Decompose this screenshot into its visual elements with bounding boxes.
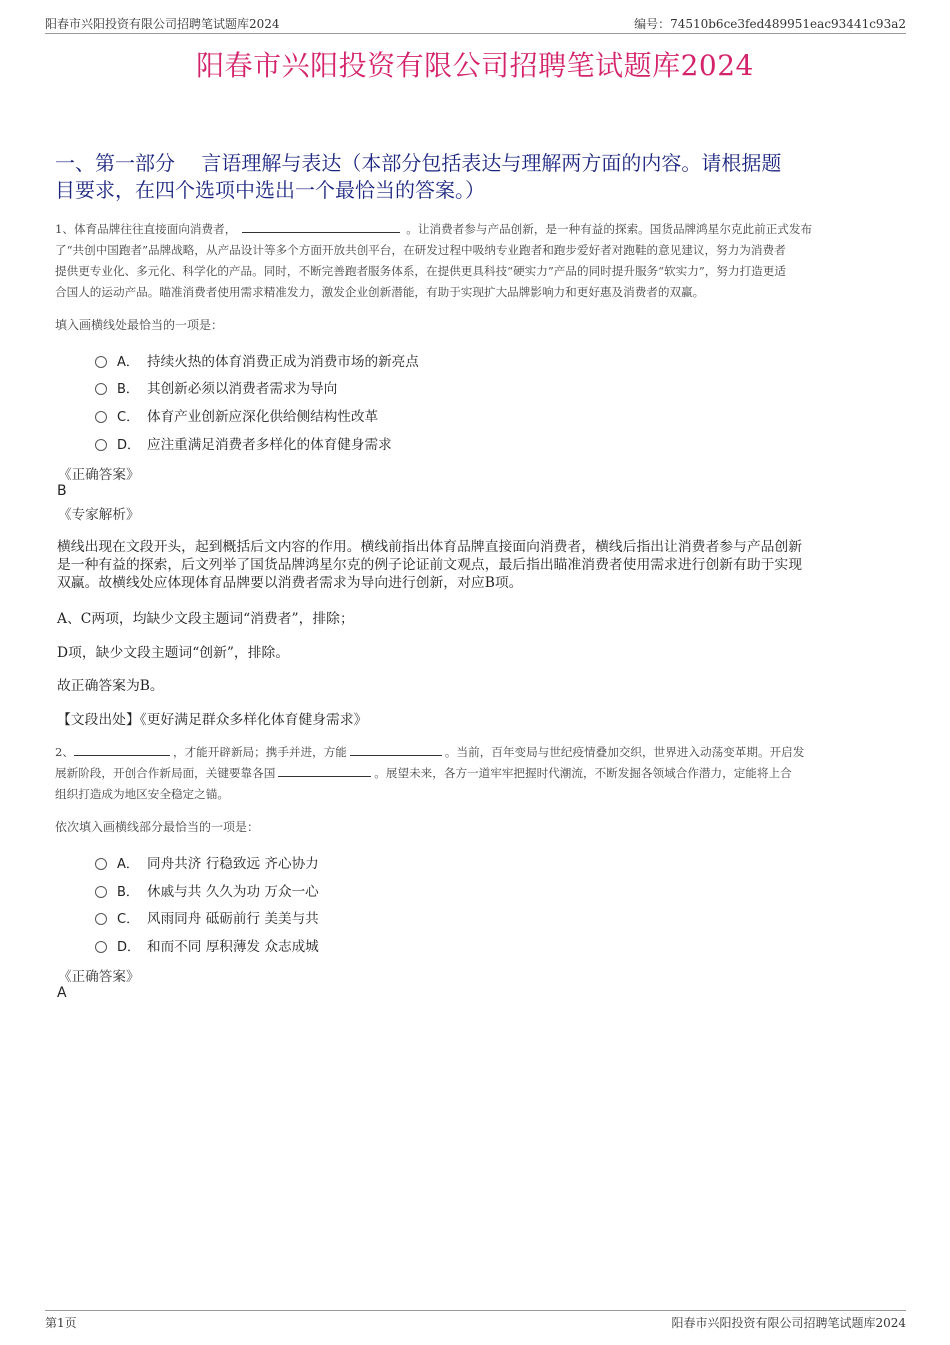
answer-blank xyxy=(74,743,170,756)
answer-blank xyxy=(350,743,442,756)
analysis-note-ac: A、C两项，均缺少文段主题词“消费者”，排除； xyxy=(57,611,354,627)
question-2-line2-b: 。展望未来，各方一道牢牢把握时代潮流，不断发掘各领域合作潜力，定能将上合 xyxy=(374,766,792,780)
option-letter: B． xyxy=(117,884,139,900)
question-1-answer: B xyxy=(57,483,67,499)
header-left-title: 阳春市兴阳投资有限公司招聘笔试题库2024 xyxy=(45,17,280,31)
option-text: 休戚与共 久久为功 万众一心 xyxy=(147,884,319,900)
analysis-source: 【文段出处】《更好满足群众多样化体育健身需求》 xyxy=(57,712,368,728)
section-title xyxy=(55,150,895,204)
option-text: 和而不同 厚积薄发 众志成城 xyxy=(147,939,319,955)
radio-icon[interactable] xyxy=(95,913,107,925)
question-2-seg1: ，才能开辟新局；携手并进，方能 xyxy=(172,745,347,759)
question-1-prompt: 填入画横线处最恰当的一项是： xyxy=(55,318,224,332)
option-text: 同舟共济 行稳致远 齐心协力 xyxy=(147,856,319,872)
radio-icon[interactable] xyxy=(95,858,107,870)
question-1-analysis-label: 《专家解析》 xyxy=(58,507,140,523)
option-text: 应注重满足消费者多样化的体育健身需求 xyxy=(147,437,392,453)
question-2-stem xyxy=(55,742,898,805)
question-1-line3: 提供更专业化、多元化、科学化的产品。同时，不断完善跑者服务体系，在提供更具科技“硬实力”产品的同时提升服务“软实力”，努力打造更适 xyxy=(55,264,786,278)
question-2-prompt: 依次填入画横线部分最恰当的一项是： xyxy=(55,820,260,834)
answer-blank xyxy=(278,764,371,777)
option-letter: A． xyxy=(117,354,139,370)
question-2-line2-a: 展新阶段，开创合作新局面，关键要靠各国 xyxy=(55,766,276,780)
question-1-option-d[interactable] xyxy=(95,433,392,453)
question-2-option-b[interactable] xyxy=(95,880,319,900)
answer-blank xyxy=(242,220,400,233)
question-2-option-a[interactable] xyxy=(95,852,319,872)
footer-title: 阳春市兴阳投资有限公司招聘笔试题库2024 xyxy=(671,1316,906,1330)
option-letter: A． xyxy=(117,856,139,872)
question-1-line1 xyxy=(55,219,898,240)
question-1-line4: 合国人的运动产品。瞄准消费者使用需求精准发力，激发企业创新潜能，有助于实现扩大品牌影响力和更好惠及消费者的双赢。 xyxy=(55,285,705,299)
question-1-text-before: 1、体育品牌往往直接面向消费者， xyxy=(55,222,237,236)
analysis-note-d: D项，缺少文段主题词“创新”，排除。 xyxy=(57,645,290,661)
question-1-answer-label: 《正确答案》 xyxy=(58,467,140,483)
section-title-line2: 目要求，在四个选项中选出一个最恰当的答案。） xyxy=(55,178,485,202)
question-1-text-after: 。让消费者参与产品创新，是一种有益的探索。国货品牌鸿星尔克此前正式发布 xyxy=(406,222,813,236)
question-1-option-b[interactable] xyxy=(95,377,337,397)
radio-icon[interactable] xyxy=(95,941,107,953)
radio-icon[interactable] xyxy=(95,886,107,898)
question-2-answer-label: 《正确答案》 xyxy=(58,969,140,985)
section-title-line1: 一、第一部分 言语理解与表达（本部分包括表达与理解两方面的内容。请根据题 xyxy=(55,151,782,175)
question-2-seg2: 。当前，百年变局与世纪疫情叠加交织，世界进入动荡变革期。开启发 xyxy=(444,745,805,759)
radio-icon[interactable] xyxy=(95,439,107,451)
document-title: 阳春市兴阳投资有限公司招聘笔试题库2024 xyxy=(196,49,754,82)
header-divider xyxy=(45,33,906,34)
question-1-option-c[interactable] xyxy=(95,405,378,425)
question-2-number: 2、 xyxy=(55,745,74,759)
option-letter: C． xyxy=(117,409,140,425)
analysis-line2: 是一种有益的探索，后文列举了国货品牌鸿星尔克的例子论证前文观点，最后指出瞄准消费者使用需求进行创新有助于实现 xyxy=(57,557,803,573)
question-2-line2 xyxy=(55,763,898,784)
analysis-line3: 双赢。故横线处应体现体育品牌要以消费者需求为导向进行创新，对应B项。 xyxy=(57,575,523,591)
radio-icon[interactable] xyxy=(95,383,107,395)
radio-icon[interactable] xyxy=(95,411,107,423)
question-2-option-d[interactable] xyxy=(95,935,319,955)
analysis-conclusion: 故正确答案为B。 xyxy=(57,678,164,694)
footer-page-number: 第1页 xyxy=(45,1316,77,1330)
option-text: 其创新必须以消费者需求为导向 xyxy=(147,381,338,397)
option-text: 持续火热的体育消费正成为消费市场的新亮点 xyxy=(147,354,419,370)
option-letter: D． xyxy=(117,437,141,453)
question-1-line2: 了“共创中国跑者”品牌战略，从产品设计等多个方面开放共创平台，在研发过程中吸纳专业跑者和跑步爱好者对跑鞋的意见建议，努力为消费者 xyxy=(55,243,786,257)
question-1-stem xyxy=(55,219,898,303)
question-2-line3: 组织打造成为地区安全稳定之锚。 xyxy=(55,787,229,801)
option-letter: C． xyxy=(117,911,140,927)
header-doc-id: 编号：74510b6ce3fed489951eac93441c93a2 xyxy=(634,17,906,31)
radio-icon[interactable] xyxy=(95,356,107,368)
analysis-line1: 横线出现在文段开头，起到概括后文内容的作用。横线前指出体育品牌直接面向消费者，横线后指出让消费者参与产品创新 xyxy=(57,539,803,555)
footer-divider xyxy=(45,1310,906,1311)
option-letter: D． xyxy=(117,939,141,955)
question-2-answer: A xyxy=(57,985,67,1001)
question-2-option-c[interactable] xyxy=(95,907,319,927)
option-text: 风雨同舟 砥砺前行 美美与共 xyxy=(147,911,319,927)
question-1-analysis xyxy=(57,538,895,592)
question-1-option-a[interactable] xyxy=(95,350,419,370)
question-2-line1 xyxy=(55,742,898,763)
option-letter: B． xyxy=(117,381,139,397)
option-text: 体育产业创新应深化供给侧结构性改革 xyxy=(147,409,379,425)
